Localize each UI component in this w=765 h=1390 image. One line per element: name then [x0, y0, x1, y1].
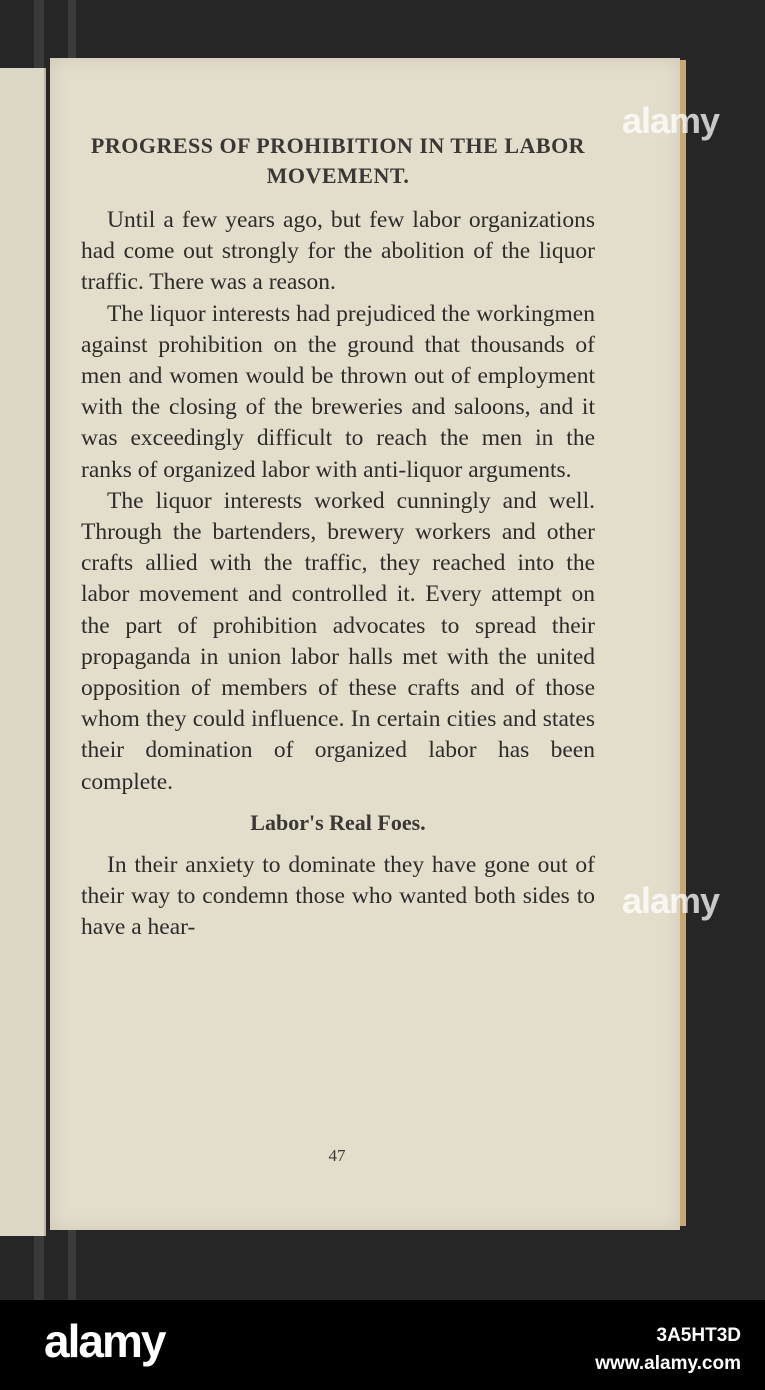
footer-bar [0, 1300, 765, 1390]
page-edge [680, 60, 686, 1226]
book-page [50, 58, 680, 1230]
site-url: www.alamy.com [595, 1353, 741, 1374]
page-number: 47 [328, 1146, 346, 1165]
footer-info [595, 1322, 741, 1378]
image-id: 3A5HT3D [656, 1325, 741, 1346]
paragraph: In their anxiety to dominate they have gone out of their way to condemn those who wanted both sides to have a hear- [81, 851, 595, 941]
watermark: alamy [622, 880, 720, 921]
alamy-logo: alamy [44, 1315, 165, 1367]
page-text [81, 131, 595, 943]
paragraph: Until a few years ago, but few labor organizations had come out strongly for the abolition of the liquor traffic. There was a reason. [81, 207, 595, 296]
left-page-edge [0, 68, 46, 1236]
page-heading: PROGRESS OF PROHIBITION IN THE LABOR MOVEMENT. [90, 133, 586, 188]
section-subheading: Labor's Real Foes. [250, 809, 426, 835]
watermark: alamy [622, 100, 720, 141]
paragraph: The liquor interests worked cunningly and well. Through the bartenders, brewery workers and other crafts allied with the traffic, they reached into the labor movement and controlled it. Every attempt on the part of prohibition advocates to spread their propaganda in union labor halls met with the united opposition of members of these crafts and of those whom they could influence. In certain cities and states their domination of organized labor has been complete. [81, 487, 595, 795]
paragraph: The liquor interests had prejudiced the workingmen against prohibition on the ground that thousands of men and women would be thrown out of employment with the closing of the breweries and saloons, and it was exceedingly difficult to reach the men in the ranks of organized labor with anti-liquor arguments. [81, 300, 595, 483]
